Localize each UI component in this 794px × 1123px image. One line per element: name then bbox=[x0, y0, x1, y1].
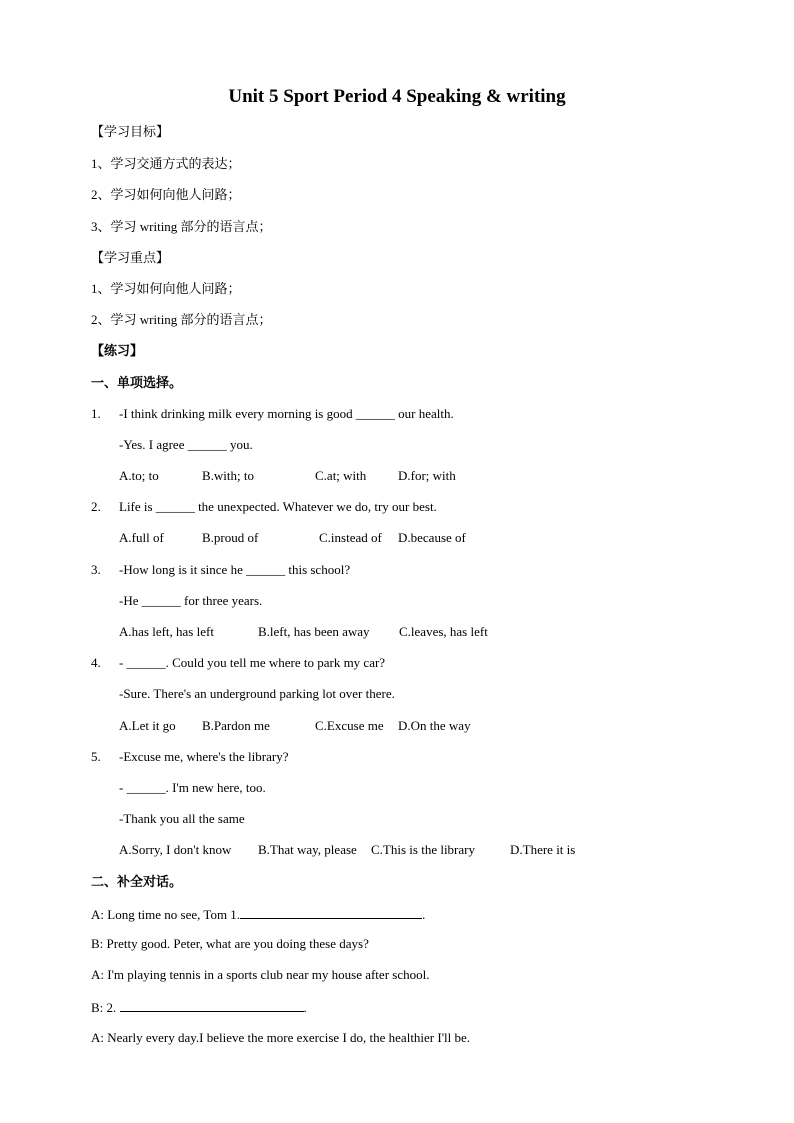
question-number: 5. bbox=[91, 749, 101, 764]
answer-blank[interactable] bbox=[240, 905, 422, 919]
option-c: C.instead of bbox=[319, 530, 382, 545]
question-text: -How long is it since he ______ this school? bbox=[119, 562, 351, 577]
option-c: C.Excuse me bbox=[315, 718, 384, 733]
question-number: 2. bbox=[91, 499, 101, 514]
option-c: C.at; with bbox=[315, 468, 367, 483]
practice-heading: 【练习】 bbox=[91, 343, 144, 358]
goal-item: 3、学习 writing 部分的语言点； bbox=[91, 219, 272, 234]
dialogue-text: A: Long time no see, Tom 1. bbox=[91, 907, 241, 922]
focus-item: 2、学习 writing 部分的语言点； bbox=[91, 312, 272, 327]
question-text: - ______. I'm new here, too. bbox=[119, 780, 266, 795]
focus-item: 1、学习如何向他人问路； bbox=[91, 281, 241, 296]
option-b: B.Pardon me bbox=[202, 718, 270, 733]
question-text: -Excuse me, where's the library? bbox=[119, 749, 289, 764]
option-b: B.That way, please bbox=[258, 842, 357, 857]
question-text: -Thank you all the same bbox=[119, 811, 245, 826]
option-b: B.proud of bbox=[202, 530, 259, 545]
option-c: C.leaves, has left bbox=[399, 624, 488, 639]
question-text: -I think drinking milk every morning is good ______ our health. bbox=[119, 406, 454, 421]
question-number: 3. bbox=[91, 562, 101, 577]
question-text: -Sure. There's an underground parking lot over there. bbox=[119, 686, 395, 701]
dialogue-line bbox=[91, 936, 369, 952]
question-text: -Yes. I agree ______ you. bbox=[119, 437, 253, 452]
goals-heading: 【学习目标】 bbox=[91, 124, 170, 139]
dialogue-line bbox=[91, 905, 425, 923]
question-number: 4. bbox=[91, 655, 101, 670]
focus-heading: 【学习重点】 bbox=[91, 250, 170, 265]
dialogue-line bbox=[91, 1030, 470, 1046]
question-text: Life is ______ the unexpected. Whatever we do, try our best. bbox=[119, 499, 437, 514]
goal-item: 2、学习如何向他人问路； bbox=[91, 187, 241, 202]
dialogue-text: A: I'm playing tennis in a sports club near my house after school. bbox=[91, 967, 430, 982]
answer-blank[interactable] bbox=[120, 998, 304, 1012]
dialogue-text: . bbox=[303, 1000, 307, 1015]
section2-heading: 二、补全对话。 bbox=[91, 874, 183, 889]
option-d: D.because of bbox=[398, 530, 466, 545]
goal-item: 1、学习交通方式的表达； bbox=[91, 156, 241, 171]
question-text: - ______. Could you tell me where to park my car? bbox=[119, 655, 386, 670]
option-a: A.to; to bbox=[119, 468, 159, 483]
dialogue-text: A: Nearly every day.I believe the more exercise I do, the healthier I'll be. bbox=[91, 1030, 471, 1045]
option-c: C.This is the library bbox=[371, 842, 475, 857]
dialogue-text: . bbox=[422, 907, 426, 922]
option-a: A.Sorry, I don't know bbox=[119, 842, 232, 857]
dialogue-line bbox=[91, 998, 307, 1016]
option-d: D.for; with bbox=[398, 468, 456, 483]
option-b: B.left, has been away bbox=[258, 624, 370, 639]
option-d: D.There it is bbox=[510, 842, 576, 857]
option-a: A.Let it go bbox=[119, 718, 176, 733]
option-a: A.full of bbox=[119, 530, 164, 545]
section1-heading: 一、单项选择。 bbox=[91, 375, 183, 390]
option-d: D.On the way bbox=[398, 718, 471, 733]
page-title: Unit 5 Sport Period 4 Speaking & writing bbox=[228, 86, 566, 107]
question-text: -He ______ for three years. bbox=[119, 593, 263, 608]
dialogue-text: B: 2. bbox=[91, 1000, 120, 1015]
option-b: B.with; to bbox=[202, 468, 255, 483]
dialogue-line bbox=[91, 967, 429, 983]
question-number: 1. bbox=[91, 406, 101, 421]
option-a: A.has left, has left bbox=[119, 624, 214, 639]
dialogue-text: B: Pretty good. Peter, what are you doing these days? bbox=[91, 936, 369, 951]
